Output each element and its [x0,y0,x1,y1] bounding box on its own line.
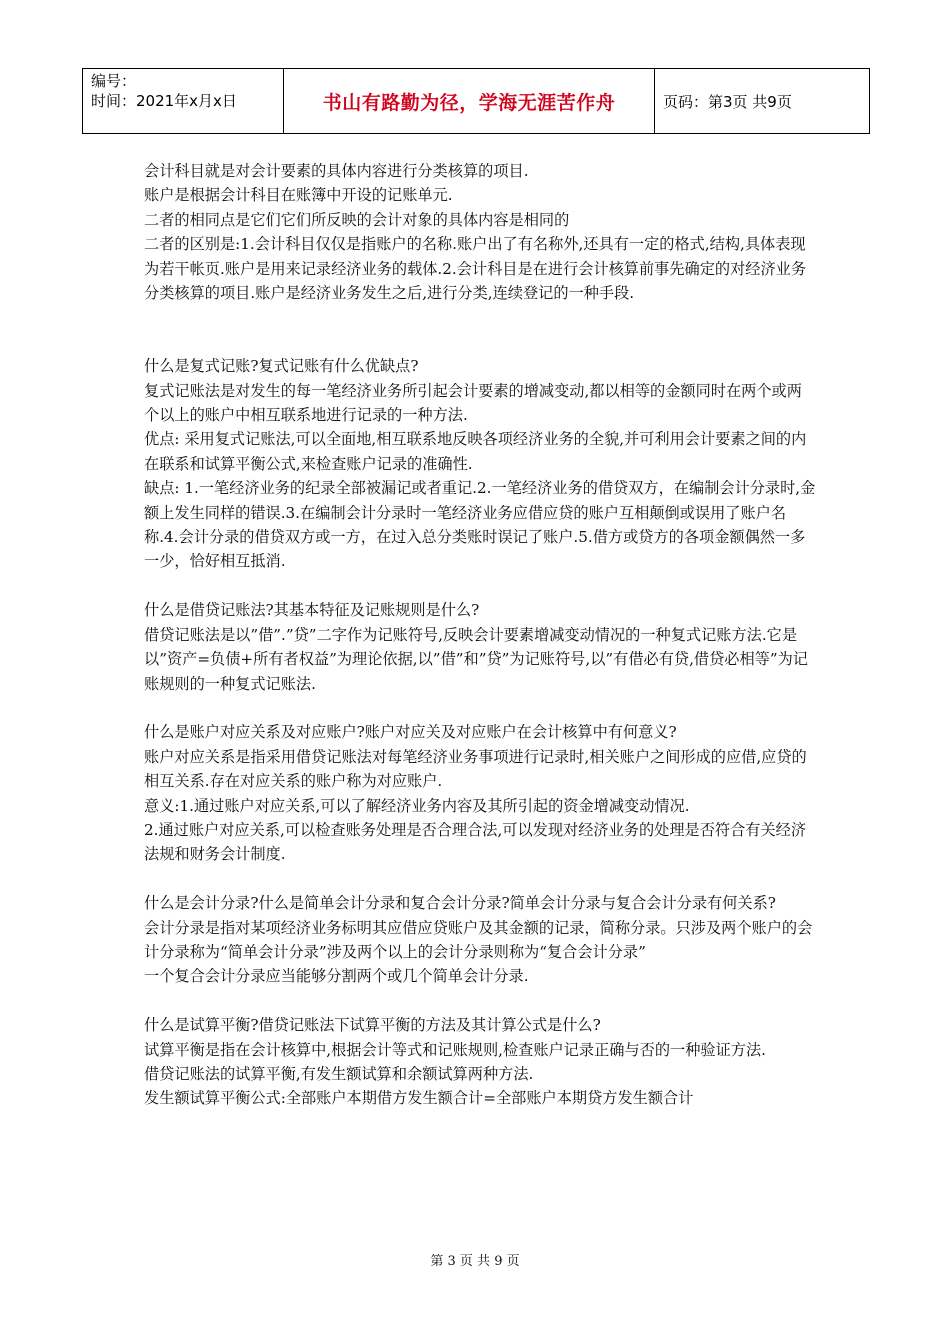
spacer [144,867,816,891]
section-heading: 什么是账户对应关系及对应账户?账户对应关及对应账户在会计核算中有何意义? [144,723,677,742]
paragraph: 二者的相同点是它们它们所反映的会计对象的具体内容是相同的 [144,210,570,229]
paragraph: 发生额试算平衡公式:全部账户本期借方发生额合计=全部账户本期贷方发生额合计 [144,1089,694,1108]
paragraph: 会计科目就是对会计要素的具体内容进行分类核算的项目. [144,162,529,180]
paragraph: 复式记账法是对发生的每一笔经济业务所引起会计要素的增减变动,都以相等的金额同时在两个或两个以上的账户中相互联系地进行记录的一种方法. [144,381,802,425]
section-heading: 什么是借贷记账法?其基本特征及记账规则是什么? [144,601,480,620]
paragraph: 优点: 采用复式记账法,可以全面地,相互联系地反映各项经济业务的全貌,并可利用会计要素之间的内在联系和试算平衡公式,来检查账户记录的准确性. [144,430,807,473]
paragraph: 缺点: 1.一笔经济业务的纪录全部被漏记或者重记.2.一笔经济业务的借贷双方，在编制会计分录时,金额上发生同样的错误.3.在编制会计分录时一笔经济业务应借应贷的账户互相颠倒或误用了账户名称.4.会计分录的借贷双方或一方，在过入总分类账时误记了账户.5.借方或贷方的各项金额偶然一多一少，恰好相互抵消. [144,479,816,571]
paragraph: 一个复合会计分录应当能够分割两个或几个简单会计分录. [144,967,529,986]
header-motto: 书山有路勤为径，学海无涯苦作舟 [284,69,655,133]
header-table [82,68,870,134]
section-heading: 什么是会计分录?什么是简单会计分录和复合会计分录?简单会计分录与复合会计分录有何关系? [144,894,776,913]
header-meta-cell [83,69,284,133]
spacer [144,696,816,720]
document-number-label: 编号： [91,72,137,90]
header-page-info: 页码：第3页 共9页 [663,92,792,111]
page-footer: 第 3 页 共 9 页 [430,1254,520,1269]
paragraph: 借贷记账法的试算平衡,有发生额试算和余额试算两种方法. [144,1064,534,1083]
section-heading: 什么是试算平衡?借贷记账法下试算平衡的方法及其计算公式是什么? [144,1016,601,1035]
paragraph: 试算平衡是指在会计核算中,根据会计等式和记账规则,检查账户记录正确与否的一种验证方法. [144,1040,766,1059]
spacer [144,574,816,598]
paragraph: 账户是根据会计科目在账簿中开设的记账单元. [144,186,453,205]
spacer [144,989,816,1013]
document-body [144,159,816,1111]
paragraph: 二者的区别是:1.会计科目仅仅是指账户的名称.账户出了有名称外,还具有一定的格式,结构,具体表现为若干帐页.账户是用来记录经济业务的载体.2.会计科目是在进行会计核算前事先确定的对经济业务分类核算的项目.账户是经济业务发生之后,进行分类,连续登记的一种手段. [144,235,807,303]
spacer [144,305,816,354]
paragraph: 会计分录是指对某项经济业务标明其应借应贷账户及其金额的记录，简称分录。只涉及两个账户的会计分录称为“简单会计分录”涉及两个以上的会计分录则称为“复合会计分录” [144,918,813,961]
paragraph: 2.通过账户对应关系,可以检查账务处理是否合理合法,可以发现对经济业务的处理是否符合有关经济法规和财务会计制度. [144,820,807,864]
paragraph: 借贷记账法是以”借”.”贷”二字作为记账符号,反映会计要素增减变动情况的一种复式记账方法.它是以”资产=负债+所有者权益”为理论依据,以”借”和”贷”为记账符号,以”有借必有贷,借贷必相等”为记账规则的一种复式记账法. [144,625,808,693]
paragraph: 意义:1.通过账户对应关系,可以了解经济业务内容及其所引起的资金增减变动情况. [144,796,690,815]
section-heading: 什么是复式记账?复式记账有什么优缺点? [144,357,419,376]
document-time-label: 时间：2021年x月x日 [91,92,237,110]
paragraph: 账户对应关系是指采用借贷记账法对每笔经济业务事项进行记录时,相关账户之间形成的应借,应贷的相互关系.存在对应关系的账户称为对应账户. [144,747,807,791]
